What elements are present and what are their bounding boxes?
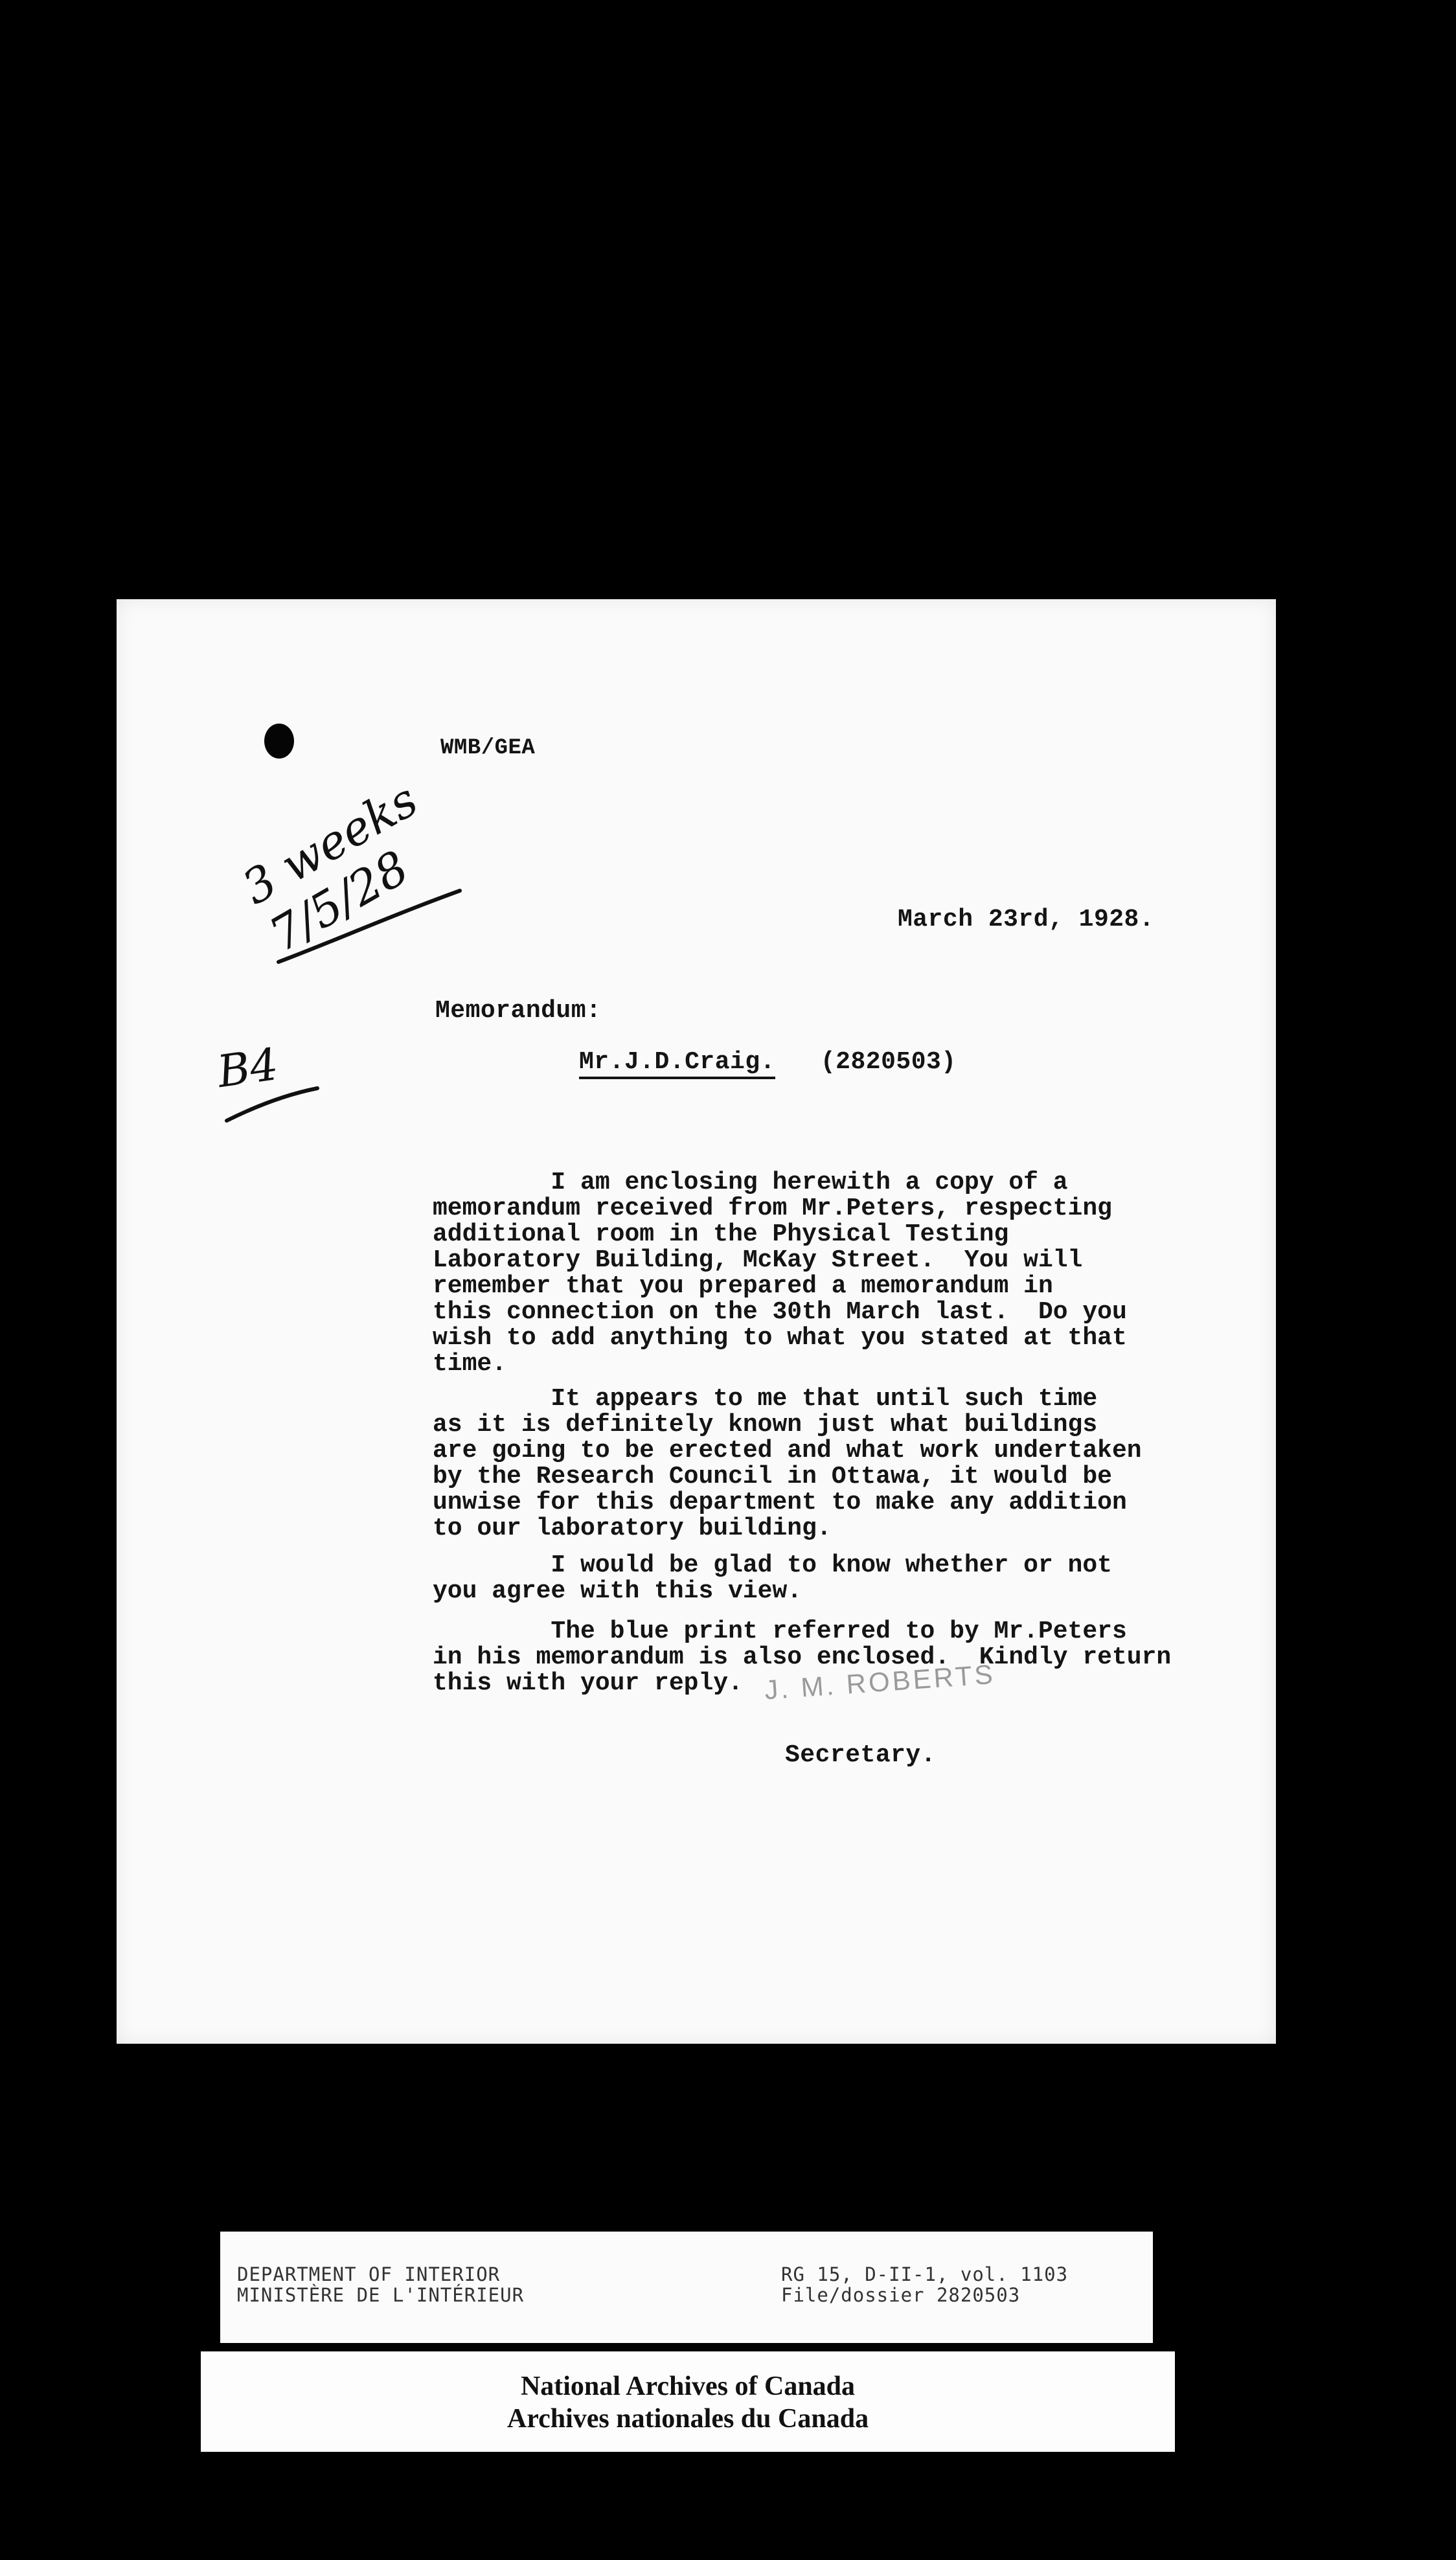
archive-banner (201, 2351, 1175, 2452)
archive-name-fr: Archives nationales du Canada (506, 2404, 869, 2434)
addressee-line (579, 1049, 957, 1079)
paragraph-4: The blue print referred to by Mr.Peters in his memorandum is also enclosed. Kindly return this with your reply. (433, 1617, 1172, 1697)
record-reference (781, 2264, 1068, 2305)
department-fr: MINISTÈRE DE L'INTÉRIEUR (237, 2284, 525, 2306)
handwritten-note-date: 3 weeks 7/5/28 (233, 771, 427, 963)
paragraph-3: I would be glad to know whether or not you agree with this view. (433, 1551, 1112, 1605)
handwritten-underline-stroke (272, 878, 466, 968)
handwritten-note-initials: B4 (214, 1038, 282, 1099)
record-group: RG 15, D-II-1, vol. 1103 (781, 2263, 1069, 2285)
paragraph-2: It appears to me that until such time as it is definitely known just what buildings are going to be erected and what work undertaken by the Research Council in Ottawa, it would be unwise for this department to make any addition to our laboratory building. (433, 1385, 1142, 1542)
archive-name-en: National Archives of Canada (520, 2371, 856, 2401)
memo-label: Memorandum: (435, 997, 602, 1025)
file-dossier: File/dossier 2820503 (781, 2284, 1021, 2306)
department-names (237, 2264, 524, 2305)
signature-title: Secretary. (785, 1741, 937, 1769)
handwritten-flourish-stroke (214, 1069, 330, 1127)
paragraph-1: I am enclosing herewith a copy of a memorandum received from Mr.Peters, respecting additional room in the Physical Testing Laboratory Building, McKay Street. You will remember that you prepared a memorandum in this connection on the 30th March last. Do you wish to add anything to what you stated at that time. (433, 1169, 1127, 1378)
file-number: (2820503) (820, 1048, 957, 1076)
punch-hole (264, 724, 294, 759)
name-stamp: J. M. ROBERTS (763, 1658, 997, 1706)
letter-date: March 23rd, 1928. (898, 906, 1155, 933)
archive-reference-label (220, 2232, 1153, 2343)
department-en: DEPARTMENT OF INTERIOR (237, 2263, 501, 2285)
reference-initials: WMB/GEA (440, 736, 536, 760)
addressee-name: Mr.J.D.Craig. (579, 1049, 775, 1079)
